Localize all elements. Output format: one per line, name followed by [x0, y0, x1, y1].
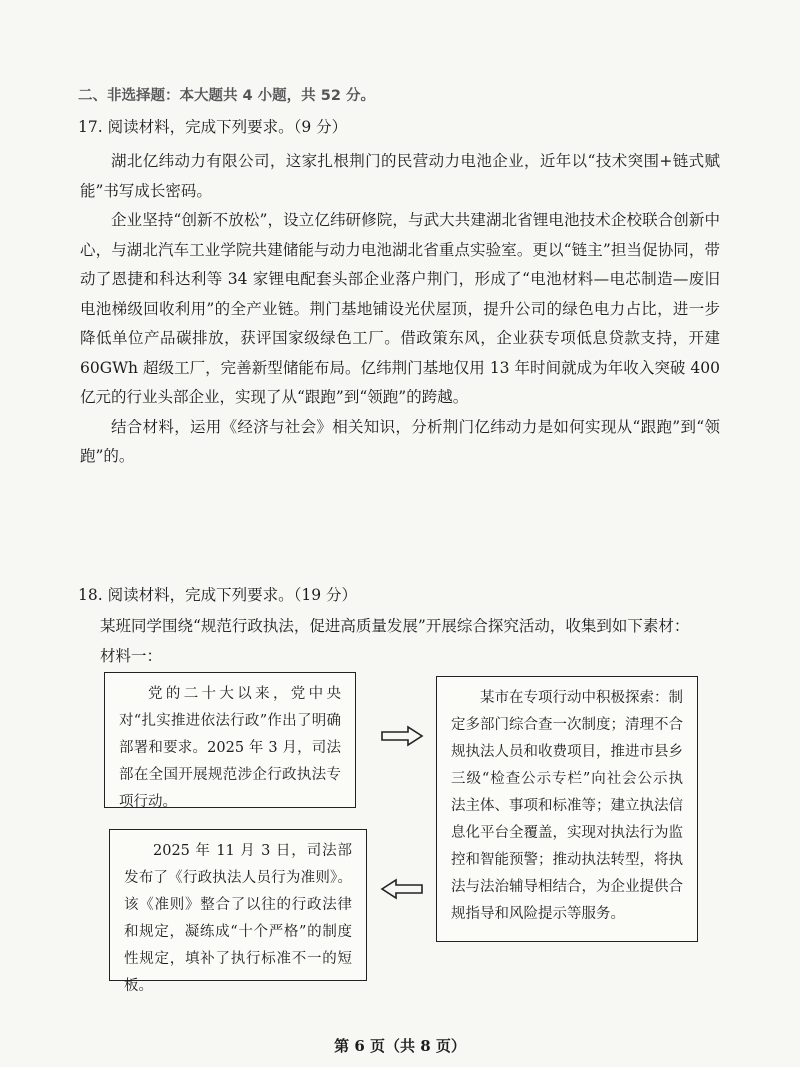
right-arrow-icon [380, 725, 424, 747]
q17-question: 结合材料，运用《经济与社会》相关知识，分析荆门亿纬动力是如何实现从“跟跑”到“领跑”的。 [80, 417, 720, 465]
q17-paragraph-1: 湖北亿纬动力有限公司，这家扎根荆门的民营动力电池企业，近年以“技术突围+链式赋能”书写成长密码。 [80, 152, 720, 200]
q18-header: 18. 阅读材料，完成下列要求。（19 分） [78, 586, 357, 604]
material-box-1 [104, 672, 356, 808]
material-box-3-text: 2025 年 11 月 3 日，司法部发布了《行政执法人员行为准则》。该《准则》整合了以往的行政法律和规定，凝练成“十个严格”的制度性规定，填补了执行标准不一的短板。 [124, 843, 352, 994]
page-number: 第 6 页（共 8 页） [334, 1037, 466, 1055]
q18-intro: 某班同学围绕“规范行政执法，促进高质量发展”开展综合探究活动，收集到如下素材： [100, 617, 690, 635]
material-one-label: 材料一： [100, 647, 163, 665]
material-box-2-text: 某市在专项行动中积极探索：制定多部门综合查一次制度；清理不合规执法人员和收费项目，推进市县乡三级“检查公示专栏”向社会公示执法主体、事项和标准等；建立执法信息化平台全覆盖，实现对执法行为监控和智能预警；推动执法转型，将执法与法治辅导相结合，为企业提供合规指导和风险提示等服务。 [451, 690, 683, 922]
section-heading: 二、非选择题：本大题共 4 小题，共 52 分。 [78, 88, 375, 104]
q17-material [80, 147, 720, 472]
material-box-3 [109, 829, 367, 994]
q17-paragraph-2: 企业坚持“创新不放松”，设立亿纬研修院，与武大共建湖北省锂电池技术企校联合创新中心，与湖北汽车工业学院共建储能与动力电池湖北省重点实验室。更以“链主”担当促协同，带动了恩捷和科达利等 34 家锂电配套头部企业落户荆门，形成了“电池材料—电芯制造—废旧电池梯级回收利用”的全产业链。荆门基地铺设光伏屋顶，提升公司的绿色电力占比，进一步降低单位产品碳排放，获评国家级绿色工厂。借政策东风，企业获专项低息贷款支持，开建 60GWh 超级工厂，完善新型储能布局。亿纬荆门基地仅用 13 年时间就成为年收入突破 400 亿元的行业头部企业，实现了从“跟跑”到“领跑”的跨越。 [80, 211, 720, 406]
left-arrow-icon [380, 878, 424, 900]
material-box-2 [436, 676, 698, 942]
material-box-1-text: 党的二十大以来，党中央对“扎实推进依法行政”作出了明确部署和要求。2025 年 3 月，司法部在全国开展规范涉企行政执法专项行动。 [119, 686, 341, 810]
q17-header: 17. 阅读材料，完成下列要求。（9 分） [78, 118, 348, 136]
